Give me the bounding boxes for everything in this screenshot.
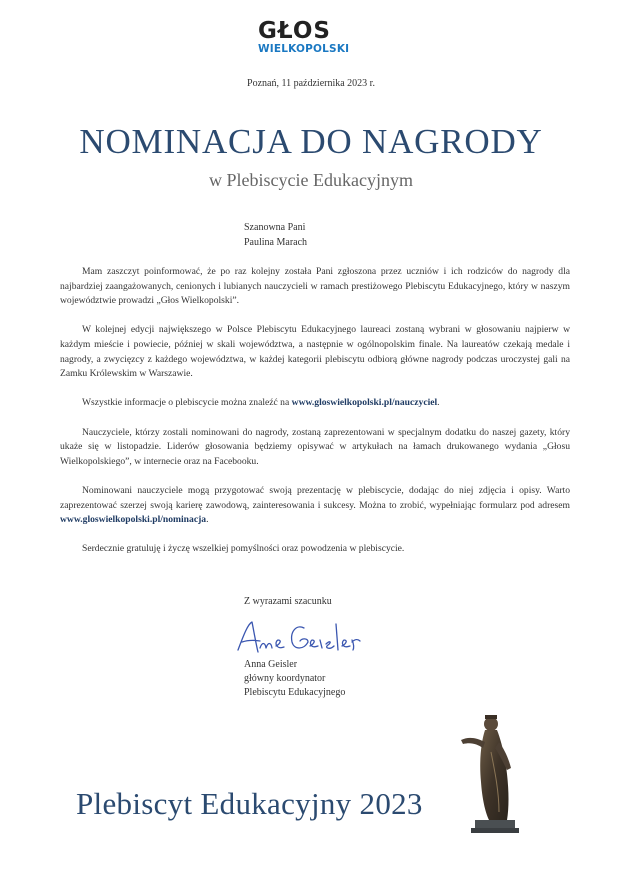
letter-title: NOMINACJA DO NAGRODY (79, 122, 543, 161)
paragraph-2: W kolejnej edycji największego w Polsce Plebiscytu Edukacyjnego laureaci zostaną wybrani w głosowaniu najpierw w każdym mieście i powiecie, później w skali województwa, a następnie w ogólnopolskim finale. Na laureatów czekają medale i nagrody, a zwycięzcy z każdego województwa, w każdej kategorii plebiscytu odbiorą główne nagrody podczas uroczystej gali na Zamku Królewskim w Warszawie. (60, 324, 570, 380)
paragraph-3-end: . (437, 397, 440, 409)
statue-trophy-image (455, 712, 525, 834)
greeting (244, 220, 307, 250)
nauczyciel-link[interactable]: www.gloswielkopolski.pl/nauczyciel (291, 397, 438, 409)
letter-body (60, 265, 570, 571)
nominacja-link[interactable]: www.gloswielkopolski.pl/nominacja (60, 514, 207, 526)
signer-organization: Plebiscytu Edukacyjnego (244, 687, 346, 698)
glos-wielkopolski-logo (258, 20, 374, 56)
greeting-salutation: Szanowna Pani (244, 222, 306, 233)
signer-block (244, 658, 345, 700)
paragraph-3 (60, 396, 570, 411)
paragraph-1: Mam zaszczyt poinformować, że po raz kolejny została Pani zgłoszona przez uczniów i ich rodziców do nagrody dla najbardziej zaangażowanych, cenionych i lubianych nauczycieli w ramach prestiżowego Plebiscytu Edukacyjnego, który w naszym województwie prowadzi „Głos Wielkopolski”. (60, 266, 570, 307)
paragraph-6: Serdecznie gratuluję i życzę wszelkiej pomyślności oraz powodzenia w plebiscycie. (82, 543, 405, 555)
footer-title: Plebiscyt Edukacyjny 2023 (76, 786, 423, 821)
letter-subtitle: w Plebiscycie Edukacyjnym (209, 170, 413, 190)
paragraph-3-text: Wszystkie informacje o plebiscycie można znaleźć na (82, 397, 292, 409)
signer-role: główny koordynator (244, 673, 326, 684)
handwritten-signature (232, 614, 362, 658)
logo-top-text: GŁOS (258, 18, 331, 44)
letter-date: Poznań, 11 października 2023 r. (247, 78, 375, 89)
recipient-name: Paulina Marach (244, 237, 308, 248)
paragraph-4: Nauczyciele, którzy zostali nominowani do nagrody, zostaną zaprezentowani w specjalnym dodatku do naszej gazety, który ukaże się w listopadzie. Liderów głosowania będziemy opisywać w artykułach na łamach drukowanego wydania „Głosu Wielkopolskiego”, w internecie oraz na Facebooku. (60, 426, 570, 467)
closing-phrase: Z wyrazami szacunku (244, 596, 332, 607)
paragraph-5 (60, 484, 570, 528)
signer-name: Anna Geisler (244, 659, 298, 670)
paragraph-5-end: . (206, 514, 209, 526)
logo-bottom-text: WIELKOPOLSKI (258, 43, 350, 55)
paragraph-5-text: Nominowani nauczyciele mogą przygotować swoją prezentację w plebiscycie, dodając do niej zdjęcia i opisy. Warto zaprezentować szerzej swoją karierę zawodową, zainteresowania i sukcesy. Można to zrobić, wypełniając formularz pod adresem (60, 484, 570, 511)
